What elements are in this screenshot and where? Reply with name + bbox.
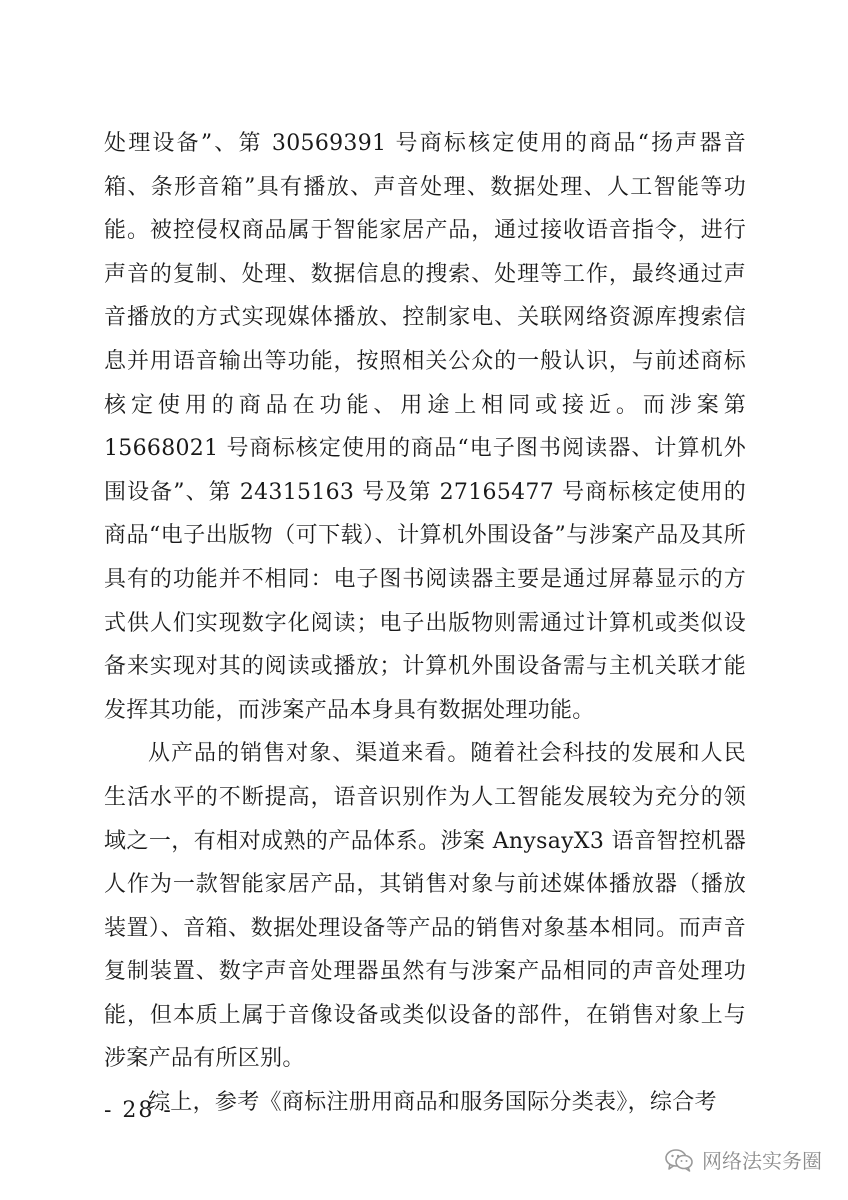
document-body (104, 122, 746, 1125)
watermark (664, 1145, 822, 1174)
paragraph-2: 从产品的销售对象、渠道来看。随着社会科技的发展和人民生活水平的不断提高，语音识别作为人工智能发展较为充分的领域之一，有相对成熟的产品体系。涉案 AnysayX3 语音智控机器人作为一款智能家居产品，其销售对象与前述媒体播放器（播放装置）、音箱、数据处理设备等产品的销售对象基本相同。而声音复制装置、数字声音处理器虽然有与涉案产品相同的声音处理功能，但本质上属于音像设备或类似设备的部件，在销售对象上与涉案产品有所区别。 (104, 741, 746, 1072)
paragraph-3: 综上，参考《商标注册用商品和服务国际分类表》，综合考 (148, 1090, 717, 1116)
page-number: - 28 - (104, 1098, 173, 1123)
watermark-text: 网络法实务圈 (702, 1149, 822, 1173)
paragraph-1: 处理设备”、第 30569391 号商标核定使用的商品“扬声器音箱、条形音箱”具有播放、声音处理、数据处理、人工智能等功能。被控侵权商品属于智能家居产品，通过接收语音指令，进行声音的复制、处理、数据信息的搜索、处理等工作，最终通过声音播放的方式实现媒体播放、控制家电、关联网络资源库搜索信息并用语音输出等功能，按照相关公众的一般认识，与前述商标核定使用的商品在功能、用途上相同或接近。而涉案第 15668021 号商标核定使用的商品“电子图书阅读器、计算机外围设备”、第 24315163 号及第 27165477 号商标核定使用的商品“电子出版物（可下载）、计算机外围设备”与涉案产品及其所具有的功能并不相同：电子图书阅读器主要是通过屏幕显示的方式供人们实现数字化阅读；电子出版物则需通过计算机或类似设备来实现对其的阅读或播放；计算机外围设备需与主机关联才能发挥其功能，而涉案产品本身具有数据处理功能。 (104, 131, 746, 723)
wechat-icon (664, 1147, 694, 1173)
